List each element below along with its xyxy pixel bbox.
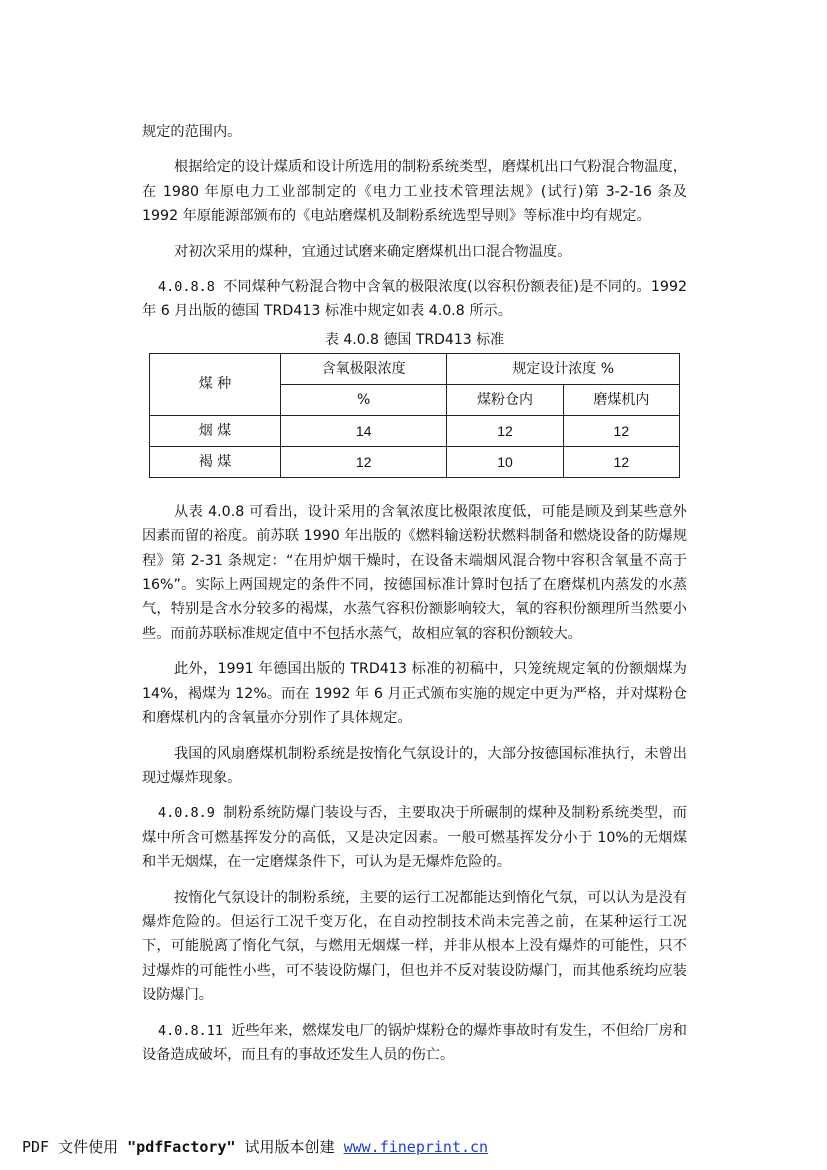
footer-middle: 试用版本创建 [235,1138,344,1156]
table-row [150,446,680,477]
table-row [150,415,680,446]
standard-table [149,353,680,478]
cell-coal: 褐 煤 [150,446,281,477]
header-limit-label: 含氧极限浓度 [321,360,406,377]
clause-4-0-8-11 [142,1019,687,1068]
watermark-footer [22,1136,488,1157]
paragraph: 按惰化气氛设计的制粉系统，主要的运行工况都能达到惰化气氛，可以认为是没有爆炸危险的。但运行工况千变万化，在自动控制技术尚未完善之前，在某种运行工况下，可能脱离了惰化气氛，与燃用无烟煤一样，并非从根本上没有爆炸的可能性，只不过爆炸的可能性小些，可不装设防爆门，但也并不反对装设防爆门，而其他系统均应装设防爆门。 [142,889,687,1004]
header-design: 规定设计浓度 % [447,353,680,384]
cell-bin: 12 [447,415,563,446]
footer-prefix: PDF 文件使用 [22,1138,128,1156]
cell-bin: 10 [447,446,563,477]
header-bin: 煤粉仓内 [447,384,563,415]
clause-4-0-8-9 [142,801,687,874]
paragraph: 规定的范围内。 [142,124,242,140]
header-limit [281,353,447,384]
clause-text: 不同煤种气粉混合物中含氧的极限浓度(以容积份额表征)是不同的。1992 年 6 月出版的德国 TRD413 标准中规定如表 4.0.8 所示。 [142,279,687,320]
clause-text: 制粉系统防爆门装设与否，主要取决于所碾制的煤种及制粉系统类型，而煤中所含可燃基挥发分的高低，又是决定因素。一般可燃基挥发分小于 10%的无烟煤和半无烟煤，在一定磨煤条件下，可认为是无爆炸危险的。 [142,805,687,871]
cell-mill: 12 [563,415,679,446]
clause-number: 4.0.8.9 [158,805,215,822]
paragraph: 此外，1991 年德国出版的 TRD413 标准的初稿中，只笼统规定氧的份额烟煤为 14%，褐煤为 12%。而在 1992 年 6 月正式颁布实施的规定中更为严格，并对煤粉仓和磨煤机内的含氧量亦分别作了具体规定。 [142,661,687,727]
cell-limit: 12 [281,446,447,477]
header-coal-type: 煤 种 [150,353,281,415]
paragraph: 根据给定的设计煤质和设计所选用的制粉系统类型，磨煤机出口气粉混合物温度，在 1980 年原电力工业部制定的《电力工业技术管理法规》(试行)第 3-2-16 条及 1992 年原能源部颁布的《电站磨煤机及制粉系统选型导则》等标准中均有规定。 [142,159,687,225]
header-mill: 磨煤机内 [563,384,679,415]
cell-mill: 12 [563,446,679,477]
clause-number: 4.0.8.8 [158,279,215,296]
document-body [142,120,687,1078]
clause-number: 4.0.8.11 [158,1022,224,1039]
paragraph: 对初次采用的煤种，宜通过试磨来确定磨煤机出口混合物温度。 [174,243,572,260]
table-header-row [150,353,680,384]
fineprint-link[interactable]: www.fineprint.cn [343,1138,489,1156]
table-caption: 表 4.0.8 德国 TRD413 标准 [324,331,505,348]
cell-coal: 烟 煤 [150,415,281,446]
clause-4-0-8-8 [142,275,687,324]
clause-text: 近些年来，燃煤发电厂的锅炉煤粉仓的爆炸事故时有发生，不但给厂房和设备造成破坏，而且有的事故还发生人员的伤亡。 [142,1022,687,1063]
paragraph: 从表 4.0.8 可看出，设计采用的含氧浓度比极限浓度低，可能是顾及到某些意外因素而留的裕度。前苏联 1990 年出版的《燃料输送粉状燃料制备和燃烧设备的防爆规程》第 2-31 条规定：“在用炉烟干燥时，在设备末端烟风混合物中容积含氧量不高于 16%”。实际上两国规定的条件不同，按德国标准计算时包括了在磨煤机内蒸发的水蒸气，特别是含水分较多的褐煤，水蒸气容积份额影响较大，氧的容积份额理所当然要小些。而前苏联标准规定值中不包括水蒸气，故相应氧的容积份额较大。 [142,503,687,642]
header-limit-unit: % [281,384,447,415]
cell-limit: 14 [281,415,447,446]
footer-product: "pdfFactory" [127,1138,236,1156]
paragraph: 我国的风扇磨煤机制粉系统是按惰化气氛设计的，大部分按德国标准执行，未曾出现过爆炸现象。 [142,745,687,786]
